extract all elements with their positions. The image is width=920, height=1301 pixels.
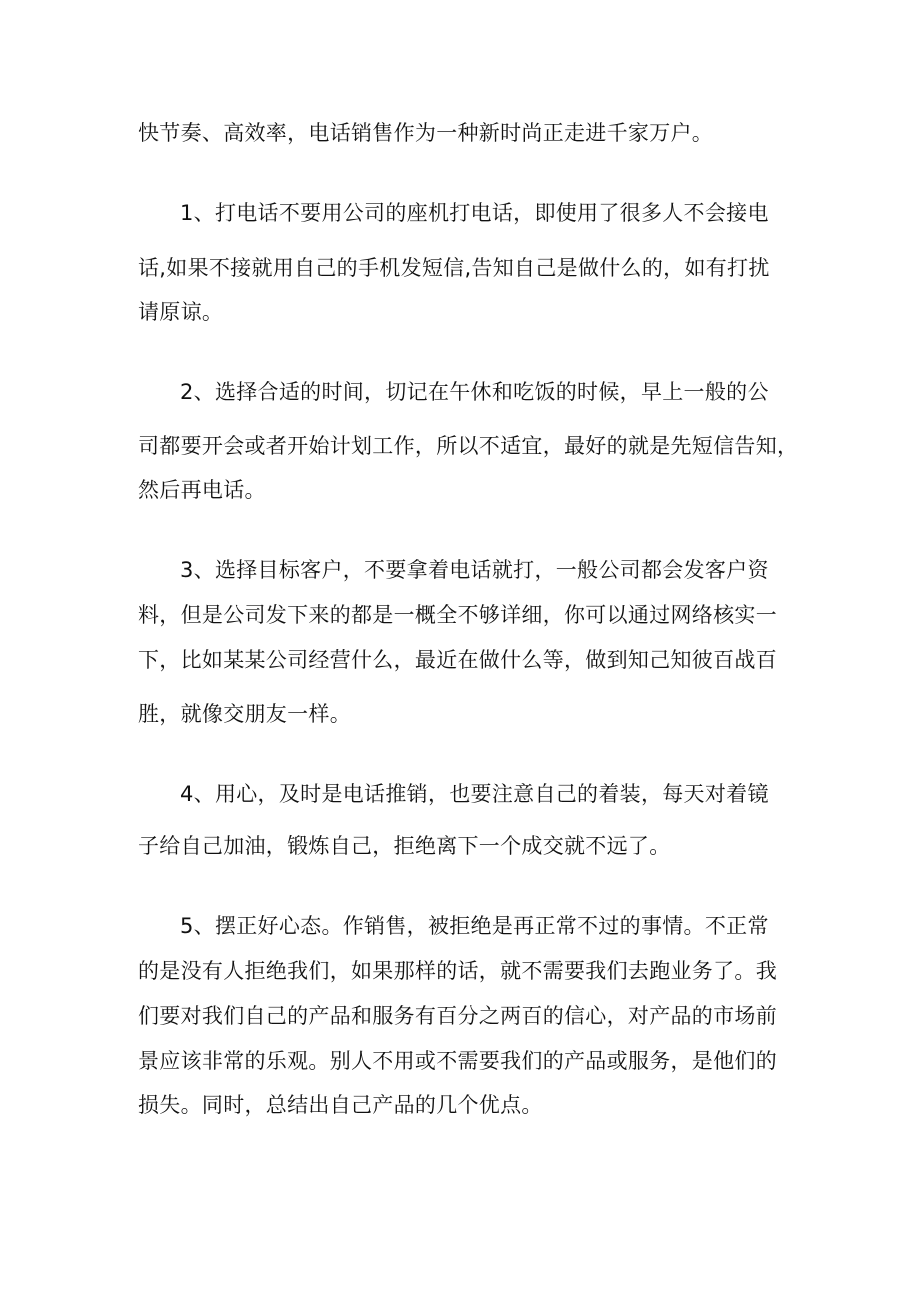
paragraph-line: 们要对我们自己的产品和服务有百分之两百的信心，对产品的市场前 xyxy=(138,1004,777,1028)
paragraph-line: 2、选择合适的时间，切记在午休和吃饭的时候，早上一般的公 xyxy=(180,380,769,404)
paragraph-line: 损失。同时，总结出自己产品的几个优点。 xyxy=(138,1093,543,1117)
paragraph-line: 下，比如某某公司经营什么，最近在做什么等，做到知己知彼百战百 xyxy=(138,648,777,672)
intro-text: 快节奏、高效率，电话销售作为一种新时尚正走进千家万户。 xyxy=(138,121,714,145)
paragraph-line: 请原谅。 xyxy=(138,300,224,324)
paragraph-line: 话,如果不接就用自己的手机发短信,告知自己是做什么的，如有打扰 xyxy=(138,256,770,280)
paragraph-line: 景应该非常的乐观。别人不用或不需要我们的产品或服务，是他们的 xyxy=(138,1049,777,1073)
paragraph-line: 1、打电话不要用公司的座机打电话，即使用了很多人不会接电 xyxy=(180,201,769,225)
paragraph-line: 的是没有人拒绝我们，如果那样的话，就不需要我们去跑业务了。我 xyxy=(138,959,777,983)
paragraph-line: 5、摆正好心态。作销售，被拒绝是再正常不过的事情。不正常 xyxy=(180,914,769,938)
paragraph-line: 司都要开会或者开始计划工作，所以不适宜，最好的就是先短信告知， xyxy=(138,434,799,458)
paragraph-line: 料，但是公司发下来的都是一概全不够详细，你可以通过网络核实一 xyxy=(138,603,777,627)
paragraph-line: 然后再电话。 xyxy=(138,478,266,502)
paragraph-line: 子给自己加油，锻炼自己，拒绝离下一个成交就不远了。 xyxy=(138,834,671,858)
paragraph-line: 4、用心，及时是电话推销，也要注意自己的着装，每天对着镜 xyxy=(180,782,769,806)
paragraph-line: 3、选择目标客户，不要拿着电话就打，一般公司都会发客户资 xyxy=(180,558,769,582)
paragraph-line: 胜，就像交朋友一样。 xyxy=(138,702,351,726)
